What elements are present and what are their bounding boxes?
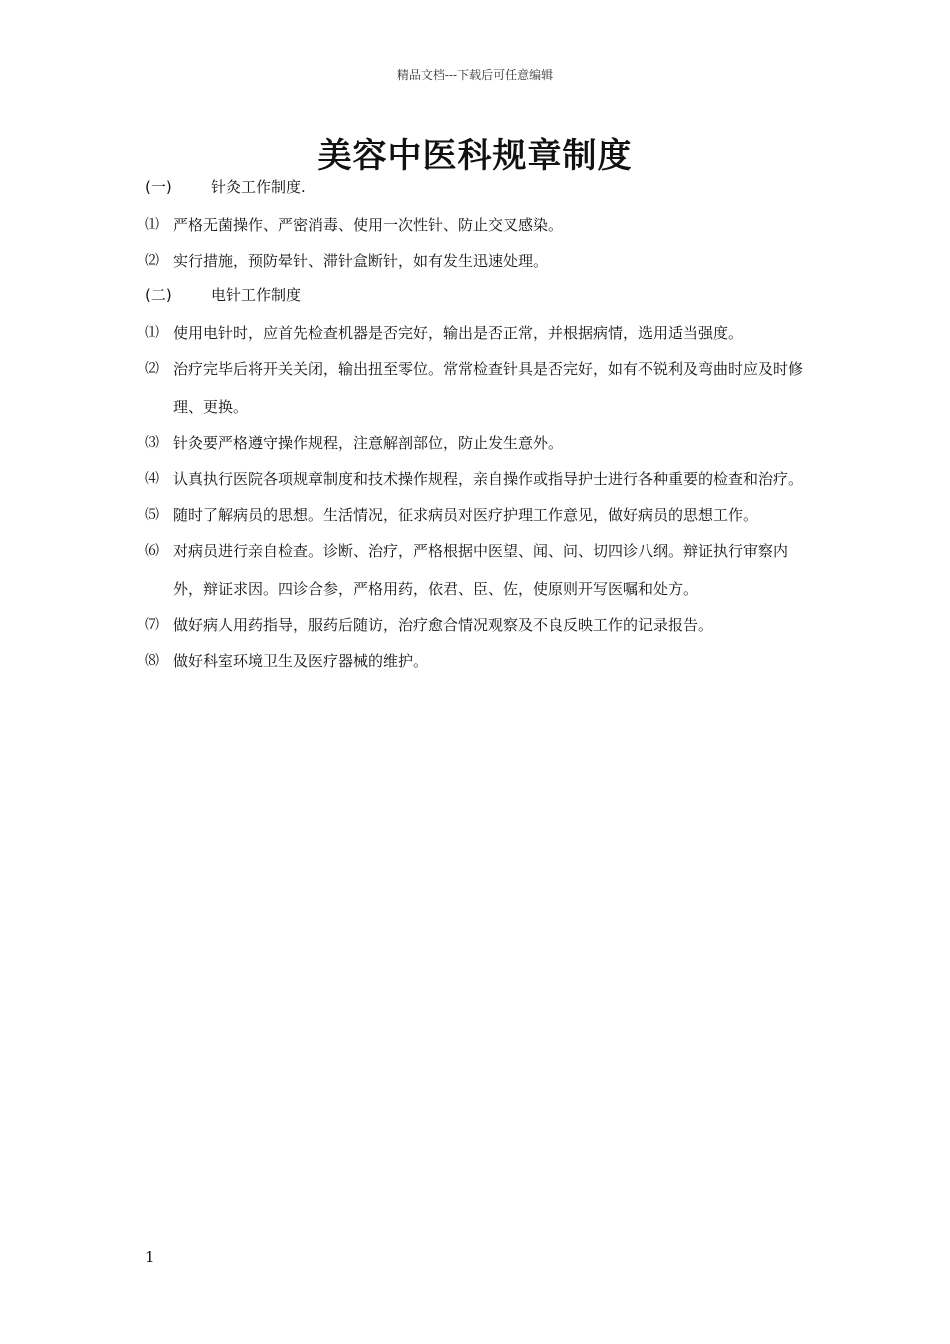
item-number: ⑴ [145, 325, 159, 341]
item-text: 使用电针时，应首先检查机器是否完好，输出是否正常，并根据病情，选用适当强度。 [173, 324, 744, 342]
item-number: ⑴ [145, 217, 159, 233]
list-item [145, 242, 810, 280]
item-text: 治疗完毕后将开关关闭，输出扭至零位。常常检查针具是否完好，如有不锐利及弯曲时应及时修理、更换。 [173, 360, 804, 416]
section-heading-acupuncture [145, 172, 810, 208]
list-item [145, 350, 810, 426]
section-title: 电针工作制度 [211, 286, 302, 304]
item-text: 针灸要严格遵守操作规程，注意解剖部位，防止发生意外。 [173, 434, 564, 452]
item-text: 严格无菌操作、严密消毒、使用一次性针、防止交叉感染。 [173, 216, 564, 234]
list-item [145, 496, 810, 534]
item-text: 对病员进行亲自检查。诊断、治疗，严格根据中医望、闻、问、切四诊八纲。辩证执行审察内外，辩证求因。四诊合参，严格用药，依君、臣、佐，使原则开写医嘱和处方。 [173, 542, 789, 598]
section-title: 针灸工作制度. [211, 178, 306, 196]
item-number: ⑹ [145, 543, 159, 559]
section-marker: (二) [145, 286, 172, 304]
item-number: ⑸ [145, 507, 159, 523]
item-text: 认真执行医院各项规章制度和技术操作规程，亲自操作或指导护士进行各种重要的检查和治疗。 [173, 470, 804, 488]
item-text: 随时了解病员的思想。生活情况，征求病员对医疗护理工作意见，做好病员的思想工作。 [173, 506, 759, 524]
item-number: ⑷ [145, 471, 159, 487]
list-item [145, 206, 810, 244]
document-title: 美容中医科规章制度 [317, 136, 633, 176]
document-body [145, 172, 810, 680]
section-heading-electro-acupuncture [145, 280, 810, 316]
item-text: 做好科室环境卫生及医疗器械的维护。 [173, 652, 429, 670]
list-item [145, 532, 810, 608]
item-text: 做好病人用药指导，服药后随访，治疗愈合情况观察及不良反映工作的记录报告。 [173, 616, 714, 634]
item-number: ⑶ [145, 435, 159, 451]
list-item [145, 314, 810, 352]
item-number: ⑵ [145, 253, 159, 269]
item-number: ⑺ [145, 617, 159, 633]
item-number: ⑻ [145, 653, 159, 669]
page-number: 1 [145, 1248, 155, 1266]
page-header: 精品文档---下载后可任意编辑 [396, 68, 554, 82]
item-number: ⑵ [145, 361, 159, 377]
section-marker: (一) [145, 178, 172, 196]
item-text: 实行措施，预防晕针、滞针盒断针，如有发生迅速处理。 [173, 252, 549, 270]
list-item [145, 642, 810, 680]
list-item [145, 424, 810, 462]
list-item [145, 460, 810, 498]
list-item [145, 606, 810, 644]
